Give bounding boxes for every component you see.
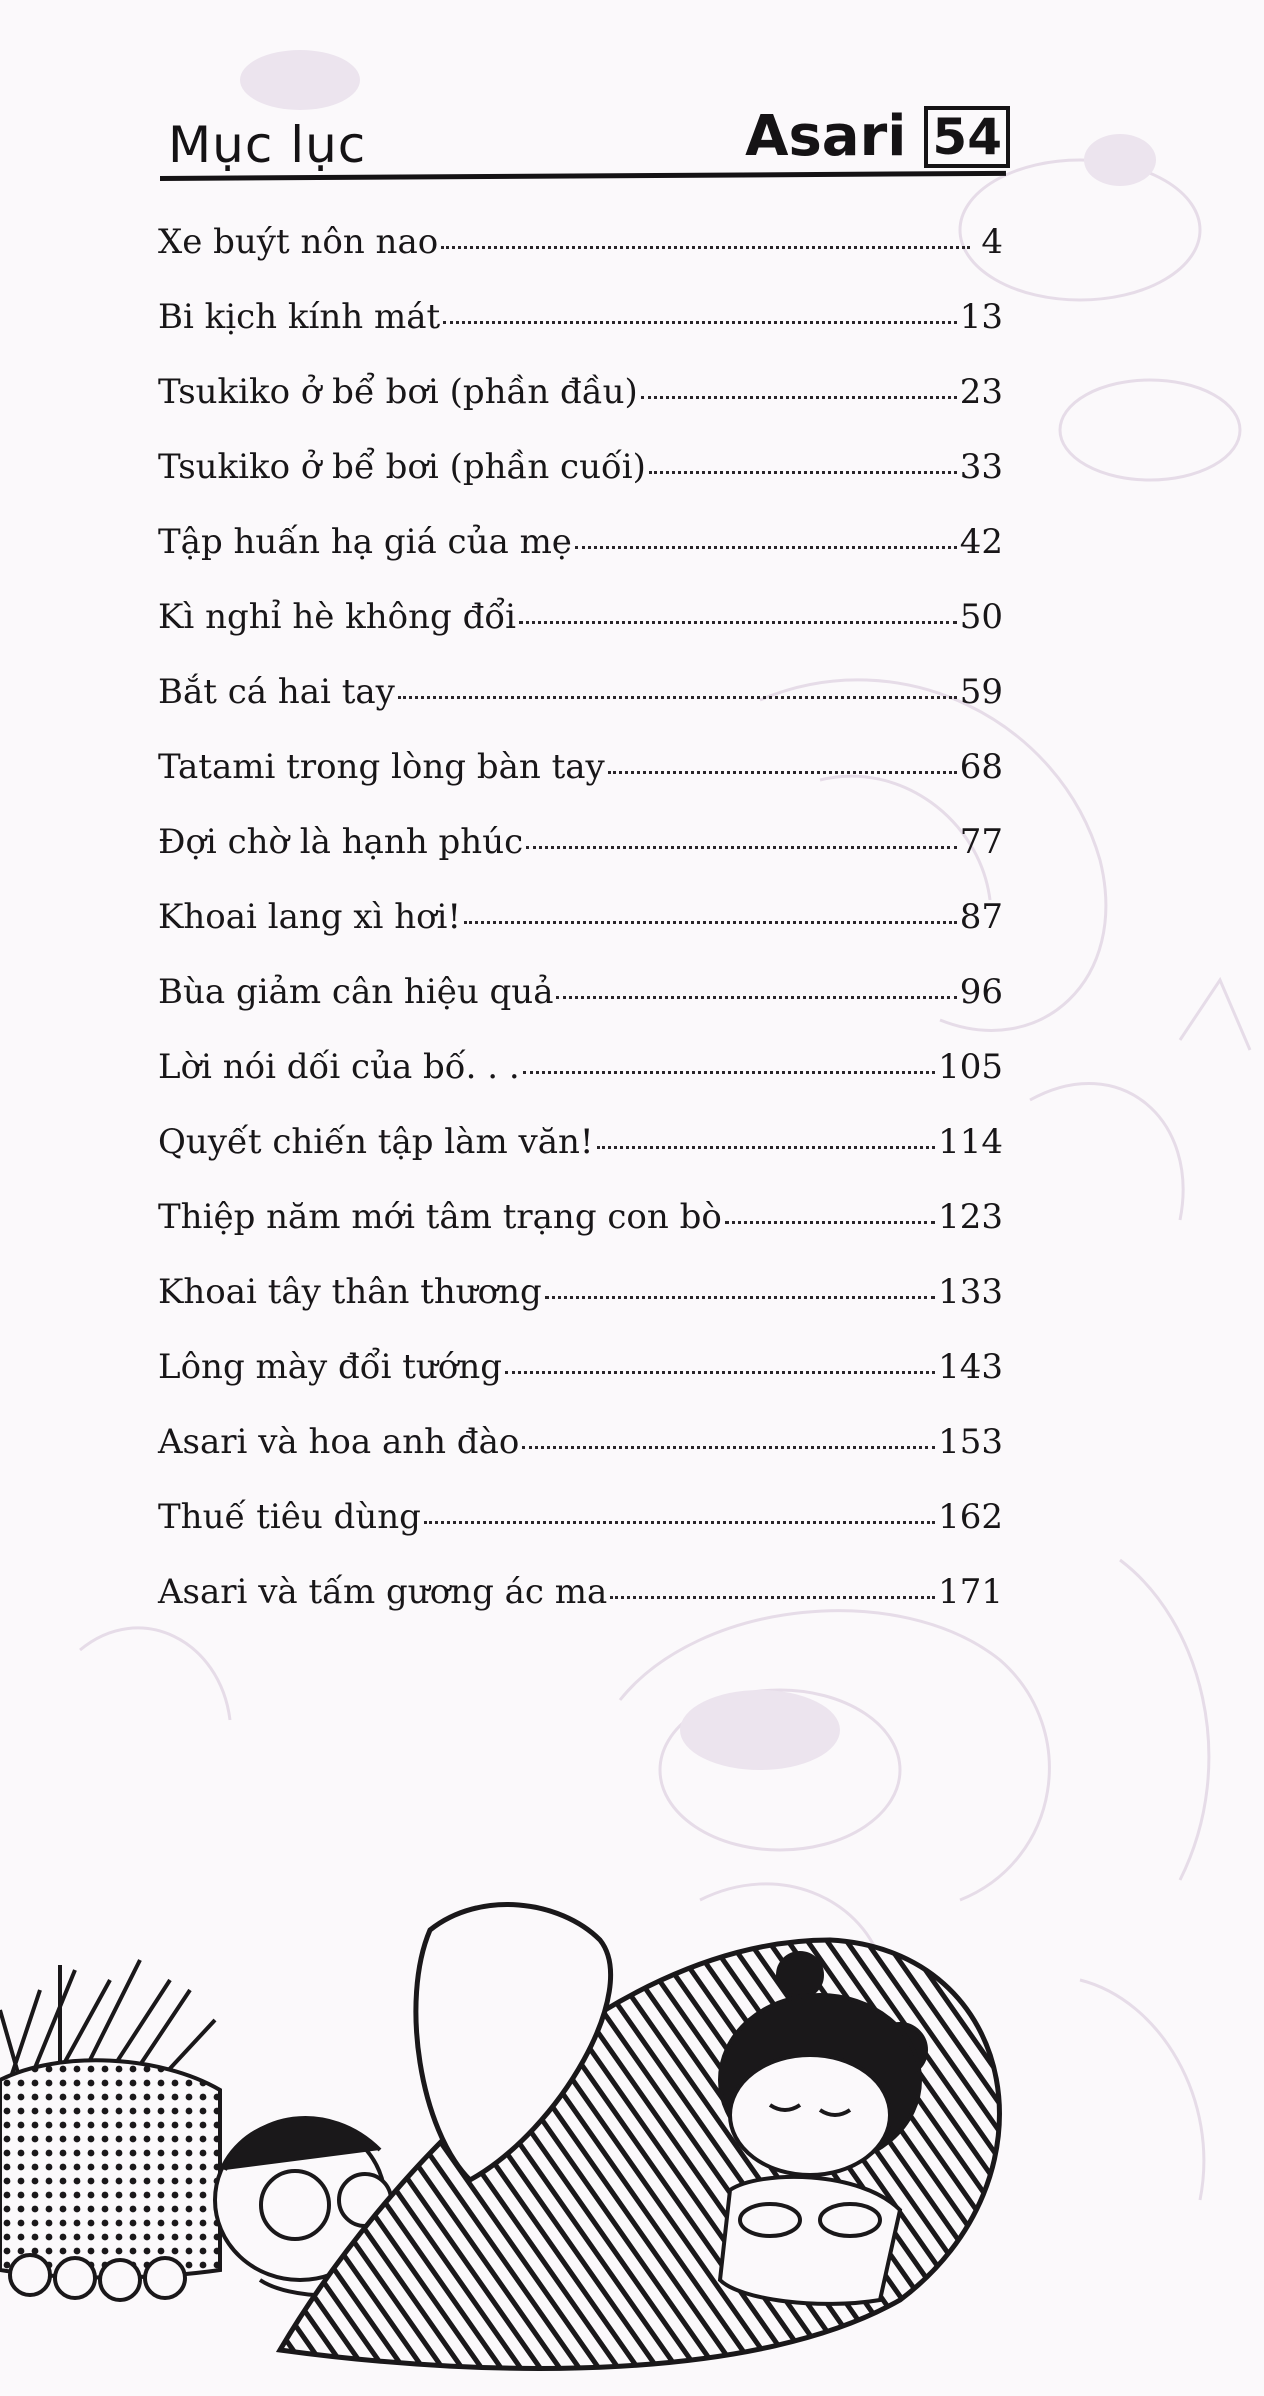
toc-item (158, 972, 1003, 1047)
toc-item (158, 1197, 1003, 1272)
toc-item-title: Xe buýt nôn nao (158, 222, 439, 262)
toc-item-page: 42 (959, 522, 1003, 562)
toc-item-title: Thiệp năm mới tâm trạng con bò (158, 1197, 722, 1237)
toc-item (158, 1047, 1003, 1122)
toc-item-title: Asari và tấm gương ác ma (158, 1572, 608, 1612)
toc-item-title: Khoai tây thân thương (158, 1272, 542, 1312)
toc-item-title: Tập huấn hạ giá của mẹ (158, 522, 572, 562)
toc-leader-dots (545, 1296, 935, 1299)
toc-item-page: 59 (959, 672, 1003, 712)
table-of-contents (158, 222, 1003, 1647)
toc-leader-dots (610, 1596, 935, 1599)
toc-item (158, 822, 1003, 897)
toc-leader-dots (556, 996, 956, 999)
toc-leader-dots (597, 1146, 936, 1149)
toc-item-title: Bi kịch kính mát (158, 297, 441, 337)
toc-item (158, 522, 1003, 597)
toc-item-page: 50 (959, 597, 1003, 637)
toc-item-title: Tsukiko ở bể bơi (phần đầu) (158, 372, 638, 412)
toc-item-page: 171 (938, 1572, 1003, 1612)
toc-leader-dots (443, 321, 957, 324)
toc-leader-dots (608, 771, 957, 774)
toc-item-title: Tatami trong lòng bàn tay (158, 747, 605, 787)
toc-item-page: 13 (959, 297, 1003, 337)
toc-leader-dots (649, 471, 957, 474)
volume-number: 54 (924, 106, 1010, 168)
toc-item-page: 143 (938, 1347, 1003, 1387)
toc-item-title: Tsukiko ở bể bơi (phần cuối) (158, 447, 646, 487)
toc-item-page: 87 (959, 897, 1003, 937)
toc-leader-dots (464, 921, 957, 924)
toc-item-title: Khoai lang xì hơi! (158, 897, 462, 937)
toc-leader-dots (505, 1371, 935, 1374)
toc-item-title: Asari và hoa anh đào (158, 1422, 520, 1462)
toc-item (158, 897, 1003, 972)
toc-item-title: Kì nghỉ hè không đổi (158, 597, 517, 637)
toc-leader-dots (526, 846, 957, 849)
toc-item (158, 1497, 1003, 1572)
toc-item (158, 222, 1003, 297)
toc-item (158, 1347, 1003, 1422)
toc-item (158, 447, 1003, 522)
toc-leader-dots (519, 621, 957, 624)
toc-leader-dots (398, 696, 957, 699)
toc-item (158, 1272, 1003, 1347)
toc-item (158, 1422, 1003, 1497)
toc-item-title: Bắt cá hai tay (158, 672, 395, 712)
toc-leader-dots (523, 1071, 935, 1074)
blanket-drawing (0, 2060, 220, 2277)
toc-item (158, 1572, 1003, 1647)
toc-item (158, 1122, 1003, 1197)
toc-item-page: 33 (959, 447, 1003, 487)
toc-item-page: 133 (938, 1272, 1003, 1312)
toc-leader-dots (641, 396, 957, 399)
toc-item-page: 162 (938, 1497, 1003, 1537)
toc-leader-dots (725, 1221, 935, 1224)
toc-leader-dots (575, 546, 957, 549)
toc-item (158, 297, 1003, 372)
toc-leader-dots (522, 1446, 935, 1449)
toc-item-title: Quyết chiến tập làm văn! (158, 1122, 594, 1162)
toc-item-page: 96 (959, 972, 1003, 1012)
toc-item (158, 372, 1003, 447)
toc-leader-dots (441, 246, 970, 249)
toc-item (158, 747, 1003, 822)
toc-item-page: 68 (959, 747, 1003, 787)
toc-item-page: 4 (981, 222, 1003, 262)
toc-item (158, 672, 1003, 747)
series-label (745, 104, 1010, 169)
toc-item-page: 114 (938, 1122, 1003, 1162)
toc-item-title: Bùa giảm cân hiệu quả (158, 972, 554, 1012)
toc-item-page: 123 (938, 1197, 1003, 1237)
series-name: Asari (745, 104, 907, 169)
page-title: Mục lục (168, 116, 367, 174)
toc-item-page: 77 (959, 822, 1003, 862)
toc-item (158, 597, 1003, 672)
toc-item-title: Lời nói dối của bố. . . (158, 1047, 520, 1087)
manga-illustration (0, 1880, 1060, 2380)
toc-item-page: 153 (938, 1422, 1003, 1462)
toc-item-page: 23 (959, 372, 1003, 412)
toc-item-page: 105 (938, 1047, 1003, 1087)
toc-item-title: Đợi chờ là hạnh phúc (158, 822, 524, 862)
toc-item-title: Lông mày đổi tướng (158, 1347, 502, 1387)
toc-leader-dots (424, 1521, 935, 1524)
toc-item-title: Thuế tiêu dùng (158, 1497, 421, 1537)
